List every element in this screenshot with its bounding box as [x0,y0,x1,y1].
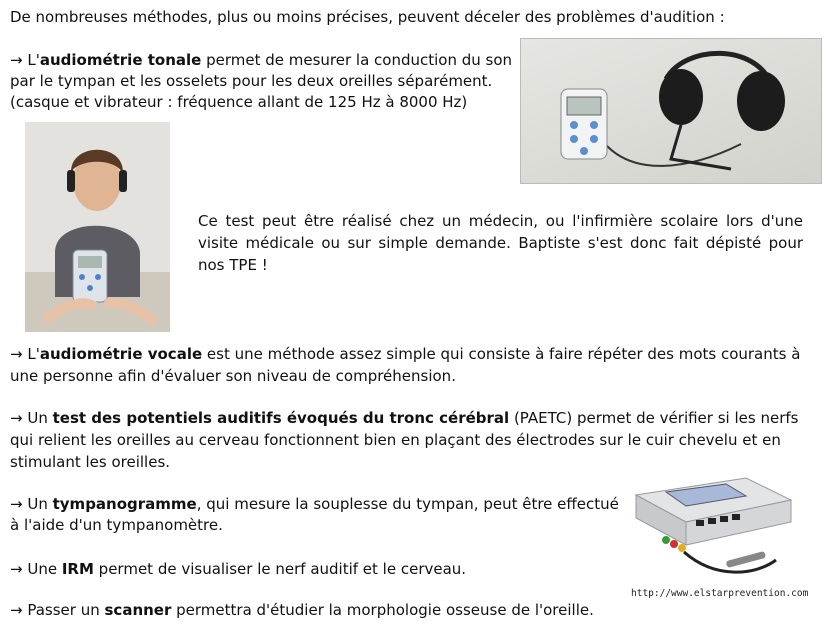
arrow-icon: → [10,51,23,69]
arrow-icon: → [10,601,23,619]
tympano-line-1: → Un tympanogramme, qui mesure la souplesse du tympan, peut être effectué [10,495,619,513]
tympano-line-2: à l'aide d'un tympanomètre. [10,516,223,534]
irm-term: IRM [61,560,94,578]
arrow-icon: → [10,409,23,427]
paetc-term: test des potentiels auditifs évoqués du tronc cérébral [52,409,510,427]
student-audiometry-photo [25,122,170,332]
vocale-term: audiométrie vocale [39,345,203,363]
paetc-line-1: → Un test des potentiels auditifs évoqués du tronc cérébral (PAETC) permet de vérifier si les nerfs [10,409,799,427]
arrow-icon: → [10,345,23,363]
tonale-line-1: → L'audiométrie tonale permet de mesurer la conduction du son [10,51,513,69]
image-credit-caption: http://www.elstarprevention.com [631,588,809,599]
paetc-line-3: stimulant les oreilles. [10,453,171,471]
scanner-term: scanner [104,601,172,619]
tympano-term: tympanogramme [52,495,197,513]
tonale-line-3: (casque et vibrateur : fréquence allant de 125 Hz à 8000 Hz) [10,93,468,111]
intro-text: De nombreuses méthodes, plus ou moins précises, peuvent déceler des problèmes d'audition : [10,8,725,26]
test-paragraph: Ce test peut être réalisé chez un médecin, ou l'infirmière scolaire lors d'une visite médicale ou sur simple demande. Baptiste s'est donc fait dépisté pour nos TPE ! [198,212,803,274]
arrow-icon: → [10,495,23,513]
tonale-line-2: par le tympan et les osselets pour les deux oreilles séparément. [10,72,493,90]
scanner-line: → Passer un scanner permettra d'étudier la morphologie osseuse de l'oreille. [10,601,594,619]
vocale-line-1: → L'audiométrie vocale est une méthode assez simple qui consiste à faire répéter des mots courants à [10,345,801,363]
tonale-term: audiométrie tonale [39,51,202,69]
tympanometer-photo [626,460,798,585]
audiometer-headphones-photo [520,38,822,184]
vocale-line-2: une personne afin d'évaluer son niveau de compréhension. [10,367,456,385]
paetc-line-2: qui relient les oreilles au cerveau fonctionnent bien en plaçant des électrodes sur le cuir chevelu et en [10,431,781,449]
irm-line: → Une IRM permet de visualiser le nerf auditif et le cerveau. [10,560,467,578]
arrow-icon: → [10,560,23,578]
